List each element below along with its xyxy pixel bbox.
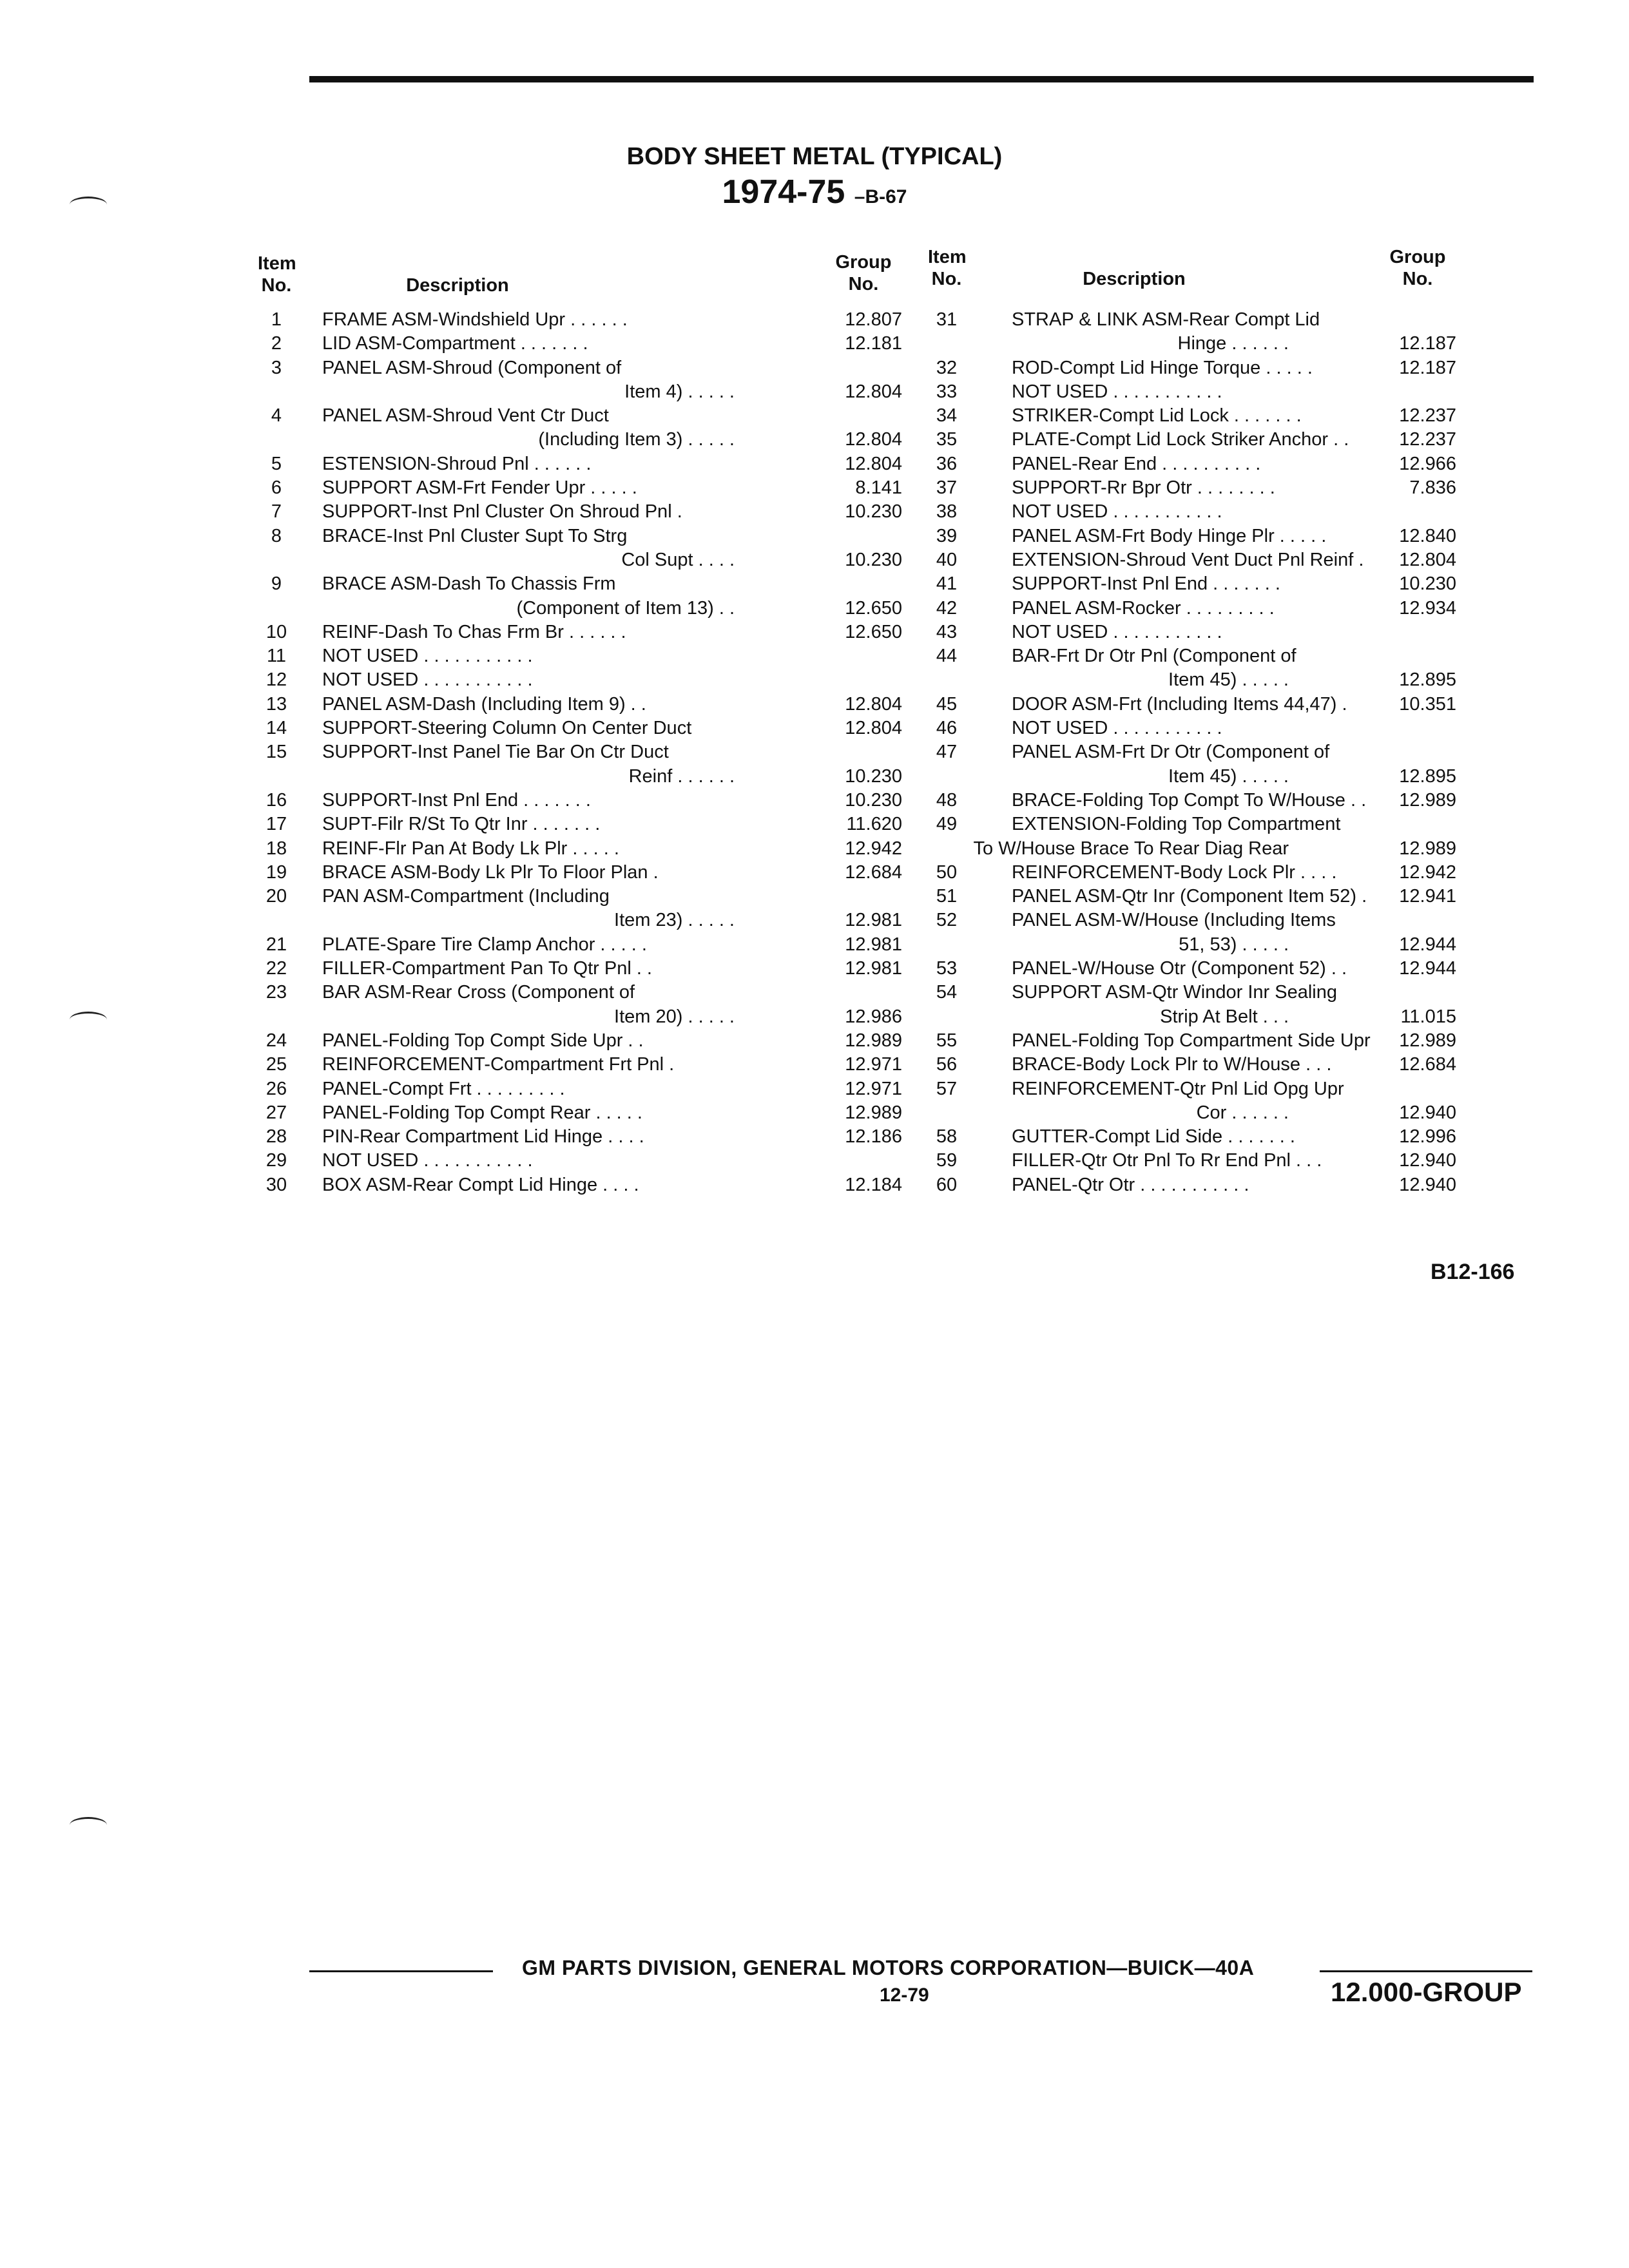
table-row — [928, 404, 1456, 428]
item-number: 35 — [936, 429, 958, 450]
table-row — [258, 452, 902, 476]
item-number: 13 — [265, 693, 287, 715]
table-row — [928, 716, 1456, 740]
item-description: SUPPORT-Inst Pnl End . . . . . . . — [322, 789, 591, 811]
item-number: 20 — [265, 886, 287, 907]
group-number: 12.981 — [845, 958, 902, 979]
item-number: 4 — [271, 405, 282, 427]
item-description: PLATE-Compt Lid Lock Striker Anchor . . — [1012, 429, 1349, 450]
item-description: SUPPORT-Inst Panel Tie Bar On Ctr Duct — [322, 742, 669, 763]
header-group-no: No. — [848, 274, 879, 294]
group-number: 12.237 — [1399, 429, 1456, 450]
table-row — [928, 740, 1456, 789]
table-row — [928, 789, 1456, 812]
group-number: 10.230 — [845, 789, 902, 811]
page-title: BODY SHEET METAL (TYPICAL) — [626, 143, 1003, 170]
item-description: PAN ASM-Compartment (Including — [322, 886, 610, 907]
group-number: 12.940 — [1399, 1174, 1456, 1195]
table-row — [928, 452, 1456, 476]
group-number: 12.989 — [1399, 789, 1456, 811]
item-number: 46 — [936, 718, 958, 739]
group-number: 12.989 — [845, 1030, 902, 1051]
group-number: 12.966 — [1399, 453, 1456, 474]
group-number: 12.989 — [845, 1102, 902, 1123]
group-number: 12.942 — [845, 838, 902, 859]
table-row — [258, 885, 902, 933]
item-number: 3 — [271, 357, 282, 378]
item-description: Reinf . . . . . . — [628, 765, 735, 787]
group-number: 12.941 — [1399, 886, 1456, 907]
table-row — [258, 572, 902, 620]
table-row — [928, 1053, 1456, 1077]
item-description: LID ASM-Compartment . . . . . . . — [322, 333, 588, 354]
header-group-no: No. — [1402, 269, 1433, 289]
table-row — [258, 1101, 902, 1125]
group-number: 10.230 — [845, 501, 902, 523]
items-list — [258, 308, 902, 1197]
item-number: 47 — [936, 742, 958, 763]
item-number: 5 — [271, 453, 282, 474]
table-row — [928, 1149, 1456, 1173]
group-number: 12.840 — [1399, 525, 1456, 546]
group-number: 12.650 — [845, 597, 902, 619]
item-description: DOOR ASM-Frt (Including Items 44,47) . — [1012, 693, 1347, 715]
item-description: PIN-Rear Compartment Lid Hinge . . . . — [322, 1126, 644, 1148]
item-description: PANEL-Compt Frt . . . . . . . . . — [322, 1078, 565, 1099]
table-row — [928, 861, 1456, 885]
item-description: BRACE ASM-Body Lk Plr To Floor Plan . — [322, 861, 659, 883]
item-number: 41 — [936, 573, 958, 595]
item-description: Strip At Belt . . . — [1160, 1006, 1289, 1027]
group-number: 12.895 — [1399, 765, 1456, 787]
item-number: 12 — [265, 669, 287, 691]
item-number: 31 — [936, 309, 958, 330]
items-list — [928, 308, 1456, 1197]
item-number: 2 — [271, 333, 282, 354]
item-number: 25 — [265, 1054, 287, 1075]
group-number: 12.934 — [1399, 597, 1456, 619]
table-row — [258, 332, 902, 356]
table-row — [258, 861, 902, 885]
item-number: 27 — [265, 1102, 287, 1123]
item-number: 9 — [271, 573, 282, 595]
group-number: 12.237 — [1399, 405, 1456, 427]
item-number: 16 — [265, 789, 287, 811]
table-row — [928, 620, 1456, 644]
table-row — [928, 1029, 1456, 1053]
item-number: 58 — [936, 1126, 958, 1148]
table-row — [928, 957, 1456, 981]
item-number: 24 — [265, 1030, 287, 1051]
table-row — [928, 908, 1456, 957]
table-row — [258, 356, 902, 405]
table-row — [928, 1077, 1456, 1126]
header-description: Description — [406, 275, 509, 296]
item-description: REINFORCEMENT-Qtr Pnl Lid Opg Upr — [1012, 1078, 1344, 1099]
item-number: 15 — [265, 742, 287, 763]
header-description: Description — [1083, 269, 1186, 289]
item-description: PANEL ASM-Qtr Inr (Component Item 52) . — [1012, 886, 1367, 907]
item-description: PANEL ASM-Frt Dr Otr (Component of — [1012, 742, 1330, 763]
table-row — [928, 644, 1456, 693]
item-description: BAR-Frt Dr Otr Pnl (Component of — [1012, 646, 1296, 667]
table-row — [258, 524, 902, 573]
page-number: 12-79 — [880, 1984, 929, 2006]
table-row — [928, 812, 1456, 861]
item-description: SUPT-Filr R/St To Qtr Inr . . . . . . . — [322, 814, 601, 835]
item-description: (Component of Item 13) . . — [516, 597, 735, 619]
table-row — [928, 597, 1456, 620]
item-description: Hinge . . . . . . — [1177, 333, 1289, 354]
table-row — [928, 476, 1456, 500]
table-row — [258, 981, 902, 1029]
group-number: 12.804 — [845, 429, 902, 450]
item-number: 33 — [936, 381, 958, 402]
group-number: 12.181 — [845, 333, 902, 354]
item-number: 30 — [265, 1174, 287, 1195]
item-number: 54 — [936, 982, 958, 1003]
item-description: STRIKER-Compt Lid Lock . . . . . . . — [1012, 405, 1302, 427]
group-number: 12.895 — [1399, 669, 1456, 691]
parts-list-left — [258, 251, 902, 1197]
item-description: (Including Item 3) . . . . . — [538, 429, 735, 450]
group-number: 12.804 — [845, 693, 902, 715]
item-number: 55 — [936, 1030, 958, 1051]
item-description: Item 45) . . . . . — [1168, 669, 1289, 691]
item-description: ROD-Compt Lid Hinge Torque . . . . . — [1012, 357, 1313, 378]
item-description: REINFORCEMENT-Body Lock Plr . . . . — [1012, 861, 1337, 883]
item-description: PANEL ASM-Rocker . . . . . . . . . — [1012, 597, 1275, 619]
group-number: 12.942 — [1399, 861, 1456, 883]
group-number: 10.351 — [1399, 693, 1456, 715]
group-number: 12.986 — [845, 1006, 902, 1027]
item-description: PANEL ASM-Shroud Vent Ctr Duct — [322, 405, 609, 427]
item-number: 23 — [265, 982, 287, 1003]
item-description: NOT USED . . . . . . . . . . . — [322, 669, 533, 691]
group-number: 10.230 — [1399, 573, 1456, 595]
item-description: NOT USED . . . . . . . . . . . — [1012, 501, 1222, 523]
table-row — [258, 644, 902, 668]
item-description: BRACE ASM-Dash To Chassis Frm — [322, 573, 616, 595]
item-number: 17 — [265, 814, 287, 835]
table-row — [928, 981, 1456, 1029]
item-number: 38 — [936, 501, 958, 523]
item-description: ESTENSION-Shroud Pnl . . . . . . — [322, 453, 592, 474]
item-description: SUPPORT-Inst Pnl Cluster On Shroud Pnl . — [322, 501, 682, 523]
table-row — [258, 812, 902, 836]
item-number: 1 — [271, 309, 282, 330]
group-number: 12.187 — [1399, 357, 1456, 378]
group-number: 12.684 — [1399, 1054, 1456, 1075]
item-number: 26 — [265, 1078, 287, 1099]
group-number: 11.620 — [846, 814, 902, 835]
column-headers-right — [928, 247, 1456, 308]
item-description: FILLER-Compartment Pan To Qtr Pnl . . — [322, 958, 652, 979]
header-item: Item — [258, 253, 296, 274]
item-number: 19 — [265, 861, 287, 883]
group-number: 12.184 — [845, 1174, 902, 1195]
item-description: EXTENSION-Shroud Vent Duct Pnl Reinf . — [1012, 549, 1364, 570]
model-code: –B-67 — [854, 186, 907, 207]
page-subtitle — [0, 173, 1629, 211]
item-description: BRACE-Inst Pnl Cluster Supt To Strg — [322, 525, 628, 546]
punch-hole-mark — [70, 1012, 107, 1028]
item-number: 21 — [265, 934, 287, 955]
group-number: 12.186 — [845, 1126, 902, 1148]
item-number: 49 — [936, 814, 958, 835]
table-row — [928, 885, 1456, 908]
item-number: 44 — [936, 646, 958, 667]
figure-code: B12-166 — [1431, 1260, 1515, 1284]
item-number: 28 — [265, 1126, 287, 1148]
group-number: 12.981 — [845, 934, 902, 955]
item-description: NOT USED . . . . . . . . . . . — [1012, 381, 1222, 402]
header-group: Group — [835, 252, 892, 273]
item-number: 51 — [936, 886, 958, 907]
table-row — [258, 957, 902, 981]
item-description: 51, 53) . . . . . — [1179, 934, 1289, 955]
table-row — [928, 380, 1456, 404]
item-number: 32 — [936, 357, 958, 378]
group-number: 7.836 — [1409, 477, 1456, 499]
top-rule — [309, 76, 1534, 82]
table-row — [928, 308, 1456, 356]
table-row — [928, 524, 1456, 548]
header-item: Item — [928, 247, 967, 267]
table-row — [928, 500, 1456, 524]
item-description: To W/House Brace To Rear Diag Rear — [973, 838, 1289, 859]
table-row — [258, 500, 902, 524]
item-number: 53 — [936, 958, 958, 979]
table-row — [258, 933, 902, 957]
table-row — [258, 620, 902, 644]
model-years: 1974-75 — [722, 173, 845, 211]
item-description: PANEL ASM-Shroud (Component of — [322, 357, 622, 378]
group-number: 12.187 — [1399, 333, 1456, 354]
item-description: NOT USED . . . . . . . . . . . — [322, 646, 533, 667]
item-description: Item 45) . . . . . — [1168, 765, 1289, 787]
punch-hole-mark — [70, 197, 107, 213]
item-number: 22 — [265, 958, 287, 979]
table-row — [928, 356, 1456, 380]
table-row — [258, 716, 902, 740]
item-number: 60 — [936, 1174, 958, 1195]
table-row — [258, 1053, 902, 1077]
group-number: 12.804 — [845, 718, 902, 739]
item-number: 14 — [265, 718, 287, 739]
item-number: 42 — [936, 597, 958, 619]
table-row — [258, 1125, 902, 1149]
table-row — [928, 1125, 1456, 1149]
item-description: PANEL-Qtr Otr . . . . . . . . . . . — [1012, 1174, 1249, 1195]
item-number: 7 — [271, 501, 282, 523]
item-description: Item 4) . . . . . — [624, 381, 735, 402]
group-number: 12.971 — [845, 1054, 902, 1075]
item-number: 18 — [265, 838, 287, 859]
item-number: 48 — [936, 789, 958, 811]
item-number: 45 — [936, 693, 958, 715]
group-number: 12.940 — [1399, 1150, 1456, 1171]
item-description: PANEL-W/House Otr (Component 52) . . — [1012, 958, 1347, 979]
item-description: PLATE-Spare Tire Clamp Anchor . . . . . — [322, 934, 647, 955]
item-number: 57 — [936, 1078, 958, 1099]
item-description: SUPPORT-Rr Bpr Otr . . . . . . . . — [1012, 477, 1275, 499]
table-row — [928, 1173, 1456, 1197]
item-description: Item 23) . . . . . — [614, 910, 735, 931]
table-row — [928, 572, 1456, 596]
group-number: 12.989 — [1399, 838, 1456, 859]
footer-publisher: GM PARTS DIVISION, GENERAL MOTORS CORPORATION—BUICK—40A — [522, 1956, 1255, 1979]
item-number: 39 — [936, 525, 958, 546]
table-row — [258, 308, 902, 332]
group-number: 12.804 — [1399, 549, 1456, 570]
item-description: GUTTER-Compt Lid Side . . . . . . . — [1012, 1126, 1295, 1148]
item-description: FILLER-Qtr Otr Pnl To Rr End Pnl . . . — [1012, 1150, 1322, 1171]
item-description: REINF-Flr Pan At Body Lk Plr . . . . . — [322, 838, 619, 859]
item-description: PANEL-Folding Top Compt Side Upr . . — [322, 1030, 644, 1051]
item-number: 36 — [936, 453, 958, 474]
group-number: 12.650 — [845, 621, 902, 642]
table-row — [258, 789, 902, 812]
item-number: 59 — [936, 1150, 958, 1171]
table-row — [928, 548, 1456, 572]
header-item-no: No. — [931, 269, 962, 289]
table-row — [928, 428, 1456, 452]
item-description: REINF-Dash To Chas Frm Br . . . . . . — [322, 621, 626, 642]
item-description: SUPPORT-Steering Column On Center Duct — [322, 718, 692, 739]
group-number: 12.944 — [1399, 934, 1456, 955]
item-description: SUPPORT ASM-Qtr Windor Inr Sealing — [1012, 982, 1337, 1003]
item-number: 37 — [936, 477, 958, 499]
item-description: Item 20) . . . . . — [614, 1006, 735, 1027]
footer-rule-right — [1320, 1970, 1532, 1972]
item-description: Col Supt . . . . — [621, 549, 735, 570]
header-group: Group — [1389, 247, 1446, 267]
item-number: 8 — [271, 525, 282, 546]
item-number: 40 — [936, 549, 958, 570]
group-number: 12.804 — [845, 453, 902, 474]
item-description: PANEL ASM-Frt Body Hinge Plr . . . . . — [1012, 525, 1327, 546]
parts-list-right — [928, 247, 1456, 1197]
table-row — [258, 693, 902, 716]
footer-rule-left — [309, 1970, 493, 1972]
table-row — [258, 1149, 902, 1173]
item-description: FRAME ASM-Windshield Upr . . . . . . — [322, 309, 628, 330]
item-number: 34 — [936, 405, 958, 427]
item-description: STRAP & LINK ASM-Rear Compt Lid — [1012, 309, 1320, 330]
item-description: EXTENSION-Folding Top Compartment — [1012, 814, 1341, 835]
item-number: 10 — [265, 621, 287, 642]
group-number: 8.141 — [855, 477, 902, 499]
group-number: 12.981 — [845, 910, 902, 931]
group-number: 12.940 — [1399, 1102, 1456, 1123]
group-number: 12.807 — [845, 309, 902, 330]
table-row — [258, 476, 902, 500]
item-description: PANEL ASM-W/House (Including Items — [1012, 910, 1336, 931]
item-description: PANEL-Rear End . . . . . . . . . . — [1012, 453, 1261, 474]
item-description: PANEL ASM-Dash (Including Item 9) . . — [322, 693, 646, 715]
item-description: NOT USED . . . . . . . . . . . — [322, 1150, 533, 1171]
item-description: REINFORCEMENT-Compartment Frt Pnl . — [322, 1054, 675, 1075]
punch-hole-mark — [70, 1817, 107, 1833]
item-number: 29 — [265, 1150, 287, 1171]
item-description: PANEL-Folding Top Compartment Side Upr — [1012, 1030, 1371, 1051]
table-row — [258, 740, 902, 789]
group-number: 10.230 — [845, 765, 902, 787]
item-description: Cor . . . . . . — [1196, 1102, 1289, 1123]
group-number: 10.230 — [845, 549, 902, 570]
table-row — [258, 668, 902, 692]
item-description: BAR ASM-Rear Cross (Component of — [322, 982, 635, 1003]
group-number: 12.996 — [1399, 1126, 1456, 1148]
item-number: 56 — [936, 1054, 958, 1075]
item-description: BRACE-Folding Top Compt To W/House . . — [1012, 789, 1367, 811]
item-description: NOT USED . . . . . . . . . . . — [1012, 621, 1222, 642]
item-number: 43 — [936, 621, 958, 642]
group-number: 11.015 — [1400, 1006, 1456, 1027]
item-number: 6 — [271, 477, 282, 499]
item-number: 50 — [936, 861, 958, 883]
group-number: 12.684 — [845, 861, 902, 883]
item-description: SUPPORT-Inst Pnl End . . . . . . . — [1012, 573, 1280, 595]
group-number: 12.989 — [1399, 1030, 1456, 1051]
item-description: NOT USED . . . . . . . . . . . — [1012, 718, 1222, 739]
table-row — [258, 404, 902, 452]
item-description: SUPPORT ASM-Frt Fender Upr . . . . . — [322, 477, 637, 499]
item-description: PANEL-Folding Top Compt Rear . . . . . — [322, 1102, 642, 1123]
table-row — [258, 1077, 902, 1101]
header-item-no: No. — [261, 275, 292, 296]
item-description: BOX ASM-Rear Compt Lid Hinge . . . . — [322, 1174, 639, 1195]
table-row — [928, 693, 1456, 716]
item-description: BRACE-Body Lock Plr to W/House . . . — [1012, 1054, 1332, 1075]
table-row — [258, 837, 902, 861]
table-row — [258, 1173, 902, 1197]
item-number: 52 — [936, 910, 958, 931]
table-row — [258, 1029, 902, 1053]
group-label: 12.000-GROUP — [1331, 1977, 1522, 2007]
group-number: 12.944 — [1399, 958, 1456, 979]
group-number: 12.804 — [845, 381, 902, 402]
column-headers-left — [258, 251, 902, 308]
group-number: 12.971 — [845, 1078, 902, 1099]
item-number: 11 — [266, 646, 287, 667]
